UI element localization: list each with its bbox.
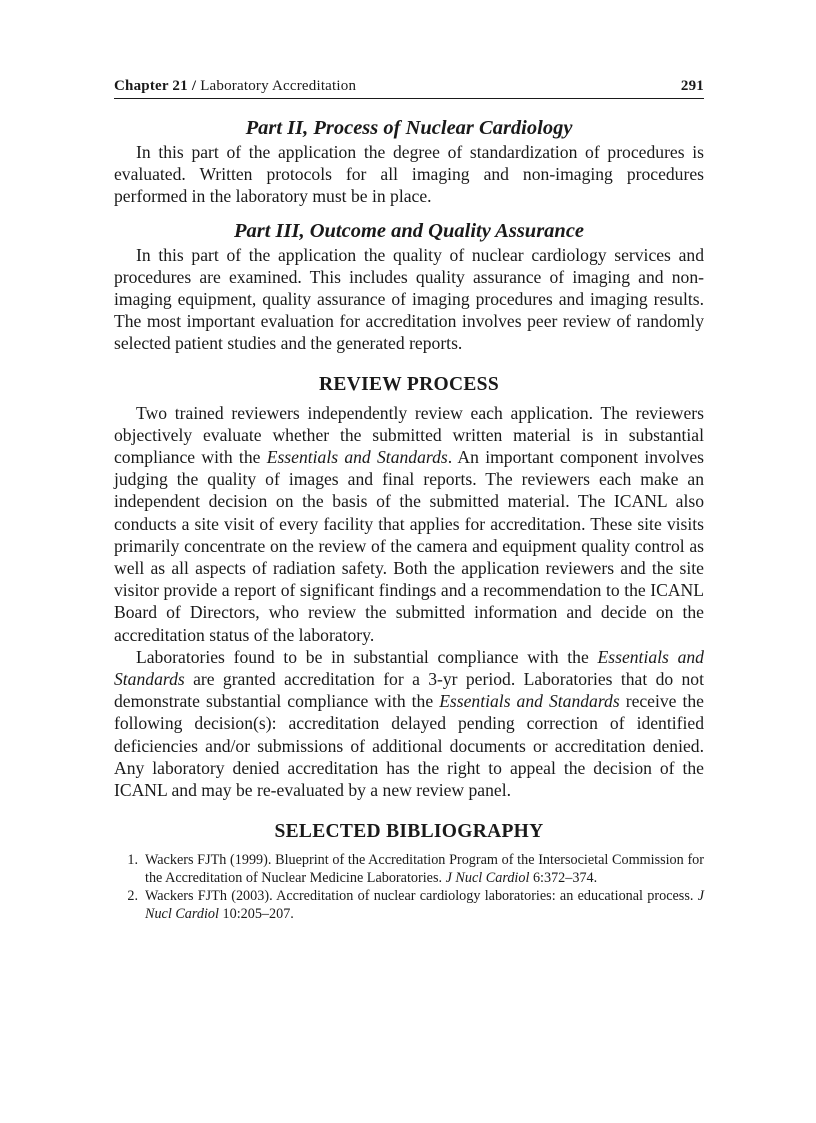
- page-number: 291: [680, 78, 704, 94]
- running-head: [114, 78, 704, 99]
- part3-paragraph: In this part of the application the quality of nuclear cardiology services and procedures are examined. This includes quality assurance of imaging and non-imaging equipment, quality assurance of imaging procedures and imaging results. The most important evaluation for accreditation involves peer review of randomly selected patient studies and the generated reports.: [114, 244, 704, 354]
- review-paragraph-2: [114, 646, 704, 801]
- part2-paragraph: In this part of the application the degree of standardization of procedures is evaluated. Written protocols for all imaging and non-imaging procedures performed in the laboratory must be in place.: [114, 142, 704, 207]
- bibliography-cite: 6:372–374.: [529, 870, 598, 887]
- separator: /: [191, 78, 197, 94]
- review-p2-text-c: receive the following decision(s): accreditation delayed pending correction of identified deficiencies and/or submissions of additional documents or accreditation denied. Any laboratory denied accreditation has the right to appeal the decision of the ICANL and may be re-evaluated by a new review panel.: [114, 691, 704, 801]
- part3-heading: Part III, Outcome and Quality Assurance: [233, 219, 585, 242]
- review-p2-text-b: are granted accreditation for a 3-yr period. Laboratories that do not demonstrate substantial compliance with the: [114, 669, 704, 712]
- review-p1-text-a: Two trained reviewers independently review each application. The reviewers objectively evaluate whether the submitted written material is in substantial compliance with the: [114, 402, 704, 468]
- bibliography-cite: 10:205–207.: [218, 906, 294, 923]
- bibliography-journal: J Nucl Cardiol: [445, 870, 530, 887]
- review-p2-emphasis-1: Essentials and Standards: [114, 646, 704, 690]
- bibliography-item: [114, 851, 704, 887]
- book-page: [114, 78, 704, 923]
- review-process-heading: REVIEW PROCESS: [319, 373, 499, 395]
- bibliography-item: [114, 887, 704, 923]
- running-head-left: [114, 78, 356, 95]
- review-p1-text-b: . An important component involves judging the quality of images and final reports. The reviewers each make an independent decision on the basis of the submitted material. The ICANL also conducts a site visit of every facility that applies for accreditation. These site visits primarily concentrate on the review of the camera and equipment quality control as well as all aspects of radiation safety. Both the application reviewers and the site visitor provide a report of significant findings and a recommendation to the ICANL Board of Directors, who review the submitted information and decide on the accreditation status of the laboratory.: [114, 447, 704, 645]
- review-paragraph-1: [114, 402, 704, 646]
- bibliography-journal: J Nucl Cardiol: [145, 888, 704, 923]
- bibliography-text: Wackers FJTh (1999). Blueprint of the Accreditation Program of the Intersocietal Commission for the Accreditation of Nuclear Medicine Laboratories.: [145, 852, 704, 887]
- part2-heading: Part II, Process of Nuclear Cardiology: [245, 117, 573, 139]
- bibliography-list: [114, 851, 704, 923]
- review-p1-emphasis: Essentials and Standards: [266, 447, 448, 468]
- review-p2-emphasis-2: Essentials and Standards: [439, 691, 620, 712]
- review-p2-text-a: Laboratories found to be in substantial compliance with the: [136, 646, 598, 667]
- chapter-title: Laboratory Accreditation: [200, 78, 357, 94]
- bibliography-text: Wackers FJTh (2003). Accreditation of nuclear cardiology laboratories: an educational process.: [145, 888, 698, 905]
- chapter-label: Chapter 21: [114, 78, 188, 94]
- bibliography-number: 2.: [127, 888, 138, 905]
- bibliography-heading: SELECTED BIBLIOGRAPHY: [274, 821, 544, 843]
- bibliography-number: 1.: [127, 852, 138, 869]
